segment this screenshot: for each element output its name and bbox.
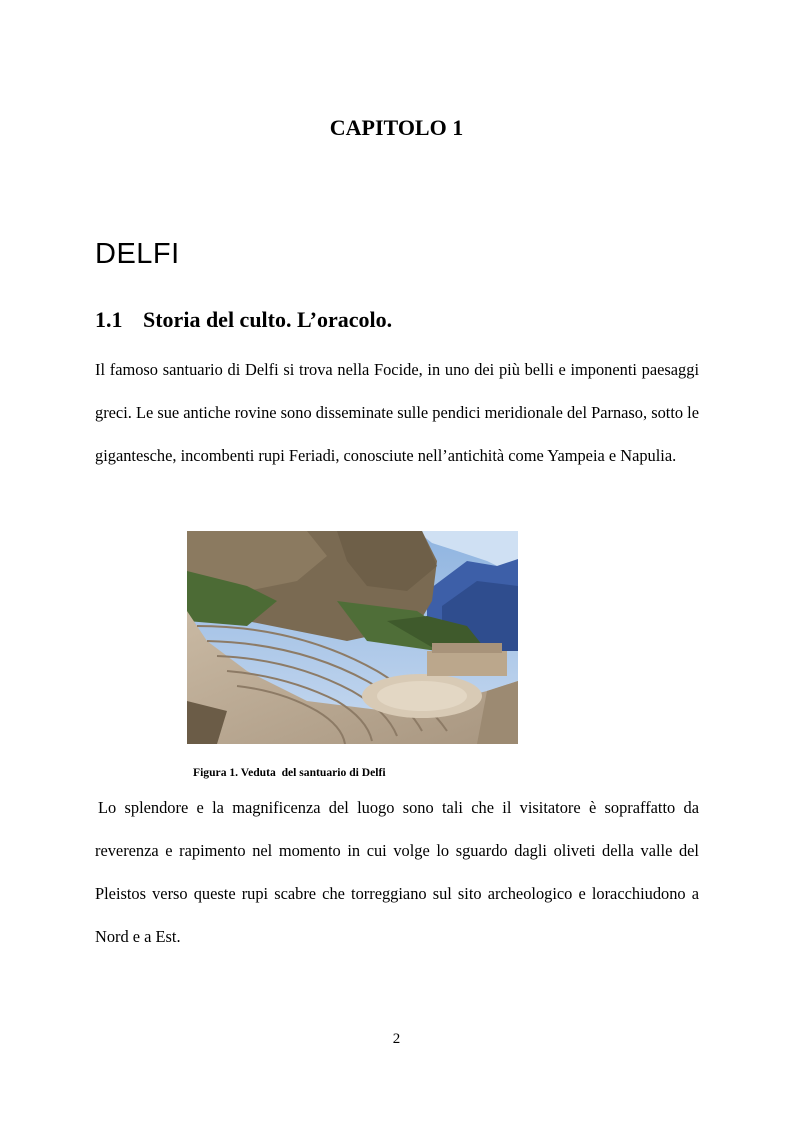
page-number: 2 [392, 1031, 401, 1047]
section-number: 1.1 [95, 307, 123, 332]
delphi-theatre-photo [187, 531, 518, 744]
section-heading [95, 304, 392, 336]
chapter-heading: CAPITOLO 1 [329, 115, 464, 140]
figure-caption: Figura 1. Veduta del santuario di Delfi [193, 766, 386, 779]
chapter-title: DELFI [95, 238, 180, 270]
section-title: Storia del culto. L’oracolo. [143, 307, 393, 332]
paragraph-description: Lo splendore e la magnificenza del luogo sono tali che il visitatore è sopraffatto da reverenza e rapimento nel momento in cui volge lo sguardo dagli oliveti della valle del Pleistos verso queste rupi scabre che torreggiano sul sito archeologico e loracchiudono a Nord e a Est. [95, 798, 699, 946]
paragraph-intro: Il famoso santuario di Delfi si trova nella Focide, in uno dei più belli e imponenti paesaggi greci. Le sue antiche rovine sono disseminate sulle pendici meridionale del Parnaso, sotto le gigantesche, incombenti rupi Feriadi, conosciute nell’antichità come Yampeia e Napulia. [95, 360, 700, 465]
